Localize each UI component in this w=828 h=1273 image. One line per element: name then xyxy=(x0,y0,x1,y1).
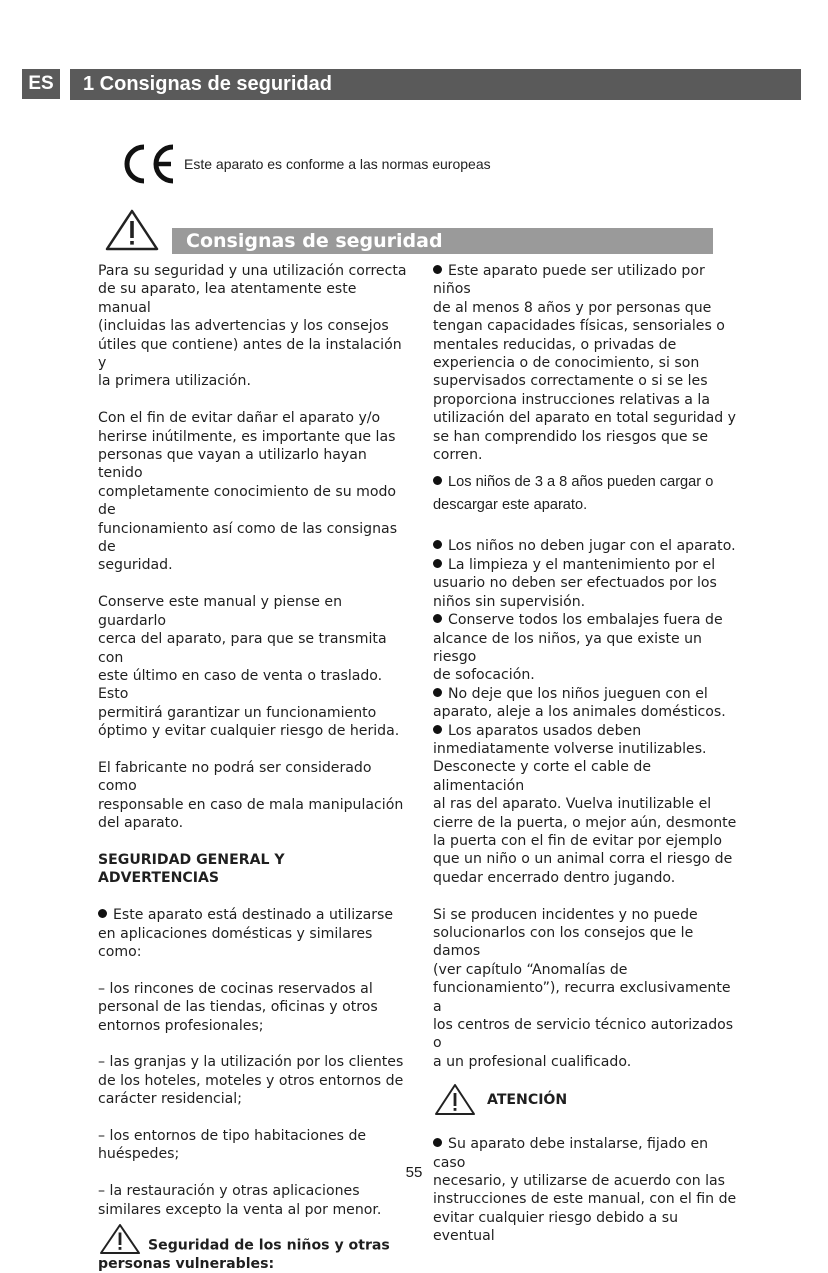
warning-triangle-icon xyxy=(433,1083,477,1117)
right-column xyxy=(433,262,741,1246)
warning-triangle-icon xyxy=(104,208,160,257)
section-title: 1 Consignas de seguridad xyxy=(83,73,332,95)
bullet-icon xyxy=(433,688,442,697)
manufacturer-paragraph: El fabricante no podrá ser considerado como responsable en caso de mala manipulación del aparato. xyxy=(98,759,404,832)
language-tag: ES xyxy=(22,69,60,99)
packaging-bullet: Conserve todos los embalajes fuera de alcance de los niños, ya que existe un riesgo de sofocación. xyxy=(433,612,723,684)
no-play-bullet: Los niños no deben jugar con el aparato. xyxy=(433,537,741,555)
children-load-unload-bullet: Los niños de 3 a 8 años pueden cargar o descargar este aparato. xyxy=(433,474,714,514)
ce-mark-icon xyxy=(120,143,176,185)
attention-label: ATENCIÓN xyxy=(487,1092,568,1109)
bullet-icon xyxy=(433,1138,442,1147)
children-8-years-bullet: Este aparato puede ser utilizado por niños de al menos 8 años y por personas que tengan capacidades físicas, sensoriales o mentales reducidas, o privadas de experiencia o de conocimiento, si son supervisados correctamente o si se les proporciona instrucciones relativas a la utilización del aparato en total seguridad y se han comprendido los riesgos que se corren. xyxy=(433,263,736,464)
bullet-icon xyxy=(433,725,442,734)
bullet-icon xyxy=(433,559,442,568)
installation-bullet: Su aparato debe instalarse, fijado en caso necesario, y utilizarse de acuerdo con las instrucciones de este manual, con el fin de evitar cualquier riesgo debido a su eventual xyxy=(433,1136,737,1245)
warning-triangle-icon xyxy=(98,1223,142,1255)
ce-text: Este aparato es conforme a las normas europeas xyxy=(184,156,491,172)
safety-subheader: Consignas de seguridad xyxy=(186,230,443,252)
use-case-guest-rooms: – los entornos de tipo habitaciones de huéspedes; xyxy=(98,1127,367,1163)
ce-conformity-row xyxy=(120,143,491,185)
bullet-icon xyxy=(433,265,442,274)
use-case-catering: – la restauración y otras aplicaciones similares excepto la venta al por menor. xyxy=(98,1183,382,1218)
bullet-icon xyxy=(433,540,442,549)
section-title-bar xyxy=(70,69,801,100)
cleaning-bullet: La limpieza y el mantenimiento por el usuario no deben ser efectuados por los niños sin supervisión. xyxy=(433,556,717,610)
attention-heading xyxy=(433,1083,741,1117)
avoid-damage-paragraph: Con el fin de evitar dañar el aparato y/o herirse inútilmente, es importante que las personas que vayan a utilizarlo hayan tenido completamente conocimiento de su modo de funcionamiento así como de las consignas de seguridad. xyxy=(98,410,398,574)
safety-subheader-bar xyxy=(172,228,713,254)
use-case-kitchens: – los rincones de cocinas reservados al personal de las tiendas, oficinas y otros entornos profesionales; xyxy=(98,980,378,1034)
use-case-farms: – las granjas y la utilización por los clientes de los hoteles, moteles y otros entornos de carácter residencial; xyxy=(98,1054,404,1108)
left-column xyxy=(98,262,408,1273)
used-appliances-bullet: Los aparatos usados deben inmediatamente volverse inutilizables. Desconecte y corte el cable de alimentación al ras del aparato. Vuelva inutilizable el cierre de la puerta, o mejor aún, desmonte la puerta con el fin de evitar por ejemplo que un niño o un animal corra el riesgo de quedar encerrado dentro jugando. xyxy=(433,722,737,886)
domestic-use-bullet: Este aparato está destinado a utilizarse en aplicaciones domésticas y similares como: xyxy=(98,907,394,960)
bullet-icon xyxy=(433,614,442,623)
general-safety-heading: SEGURIDAD GENERAL Y ADVERTENCIAS xyxy=(98,851,285,887)
intro-paragraph: Para su seguridad y una utilización correcta de su aparato, lea atentamente este manual (incluidas las advertencias y los consejos útiles que contiene) antes de la instalación y la primera utilización. xyxy=(98,263,407,390)
page-number: 55 xyxy=(405,1164,423,1181)
child-safety-heading: Seguridad de los niños y otras personas vulnerables: xyxy=(98,1223,408,1273)
pets-bullet: No deje que los niños jueguen con el aparato, aleje a los animales domésticos. xyxy=(433,685,726,721)
bullet-icon xyxy=(433,476,442,485)
keep-manual-paragraph: Conserve este manual y piense en guardarlo cerca del aparato, para que se transmita con este último en caso de venta o traslado. Esto permitirá garantizar un funcionamiento óptimo y evitar cualquier riesgo de herida. xyxy=(98,594,400,740)
incidents-paragraph: Si se producen incidentes y no puede solucionarlos con los consejos que le damos (ver capítulo “Anomalías de funcionamiento”), recurra exclusivamente a los centros de servicio técnico autorizados o a un profesional cualificado. xyxy=(433,906,734,1070)
bullet-icon xyxy=(98,909,107,918)
